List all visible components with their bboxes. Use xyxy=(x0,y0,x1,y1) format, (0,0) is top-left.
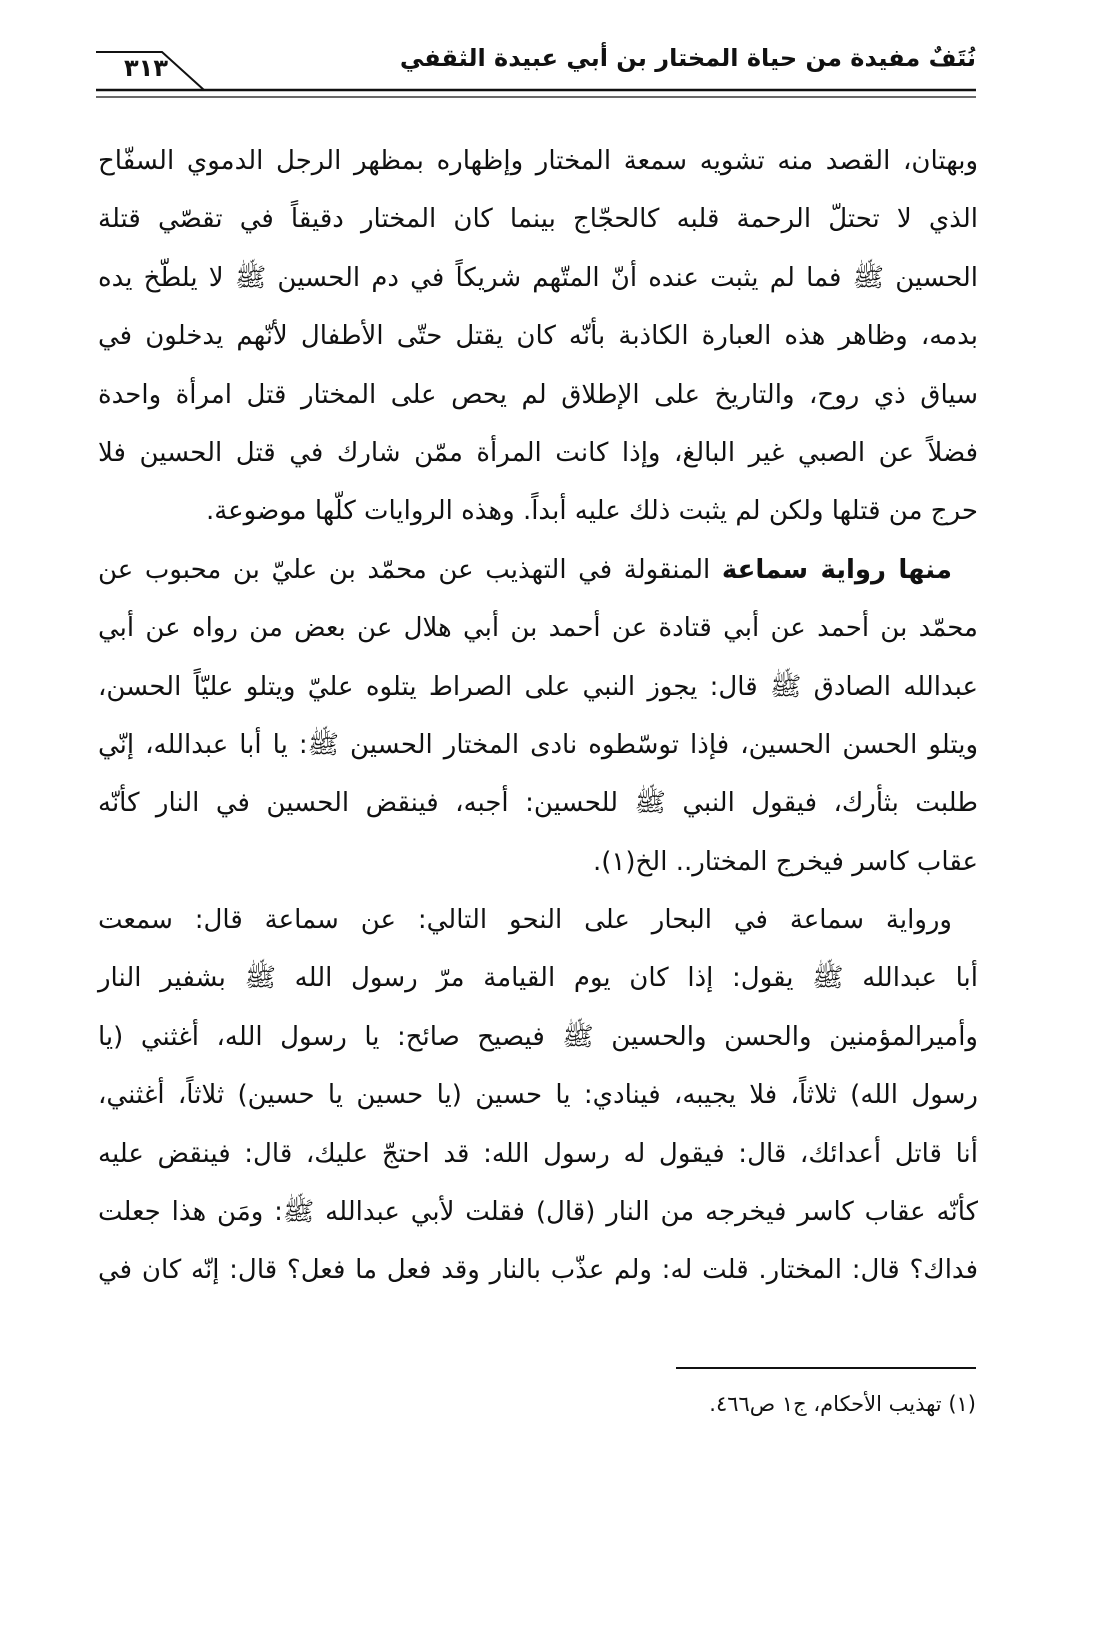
text-line: ورواية سماعة في البحار على النحو التالي: عن سماعة قال: سمعت xyxy=(98,905,952,936)
text-line: فضلاً عن الصبي غير البالغ، وإذا كانت المرأة ممّن شارك في قتل الحسين فلا xyxy=(98,437,978,468)
text-line xyxy=(98,541,978,599)
main-text xyxy=(98,132,978,1300)
text-line: أنا قاتل أعدائك، قال: فيقول له رسول الله: قد احتجّ عليك، قال: فينقض عليه xyxy=(98,1138,978,1169)
paragraph xyxy=(98,541,978,891)
text-line: وأميرالمؤمنين والحسن والحسين ﷺ فيصيح صائح: يا رسول الله، أغثني (يا xyxy=(98,1021,978,1052)
text-line: ويتلو الحسن الحسين، فإذا توسّطوه نادى المختار الحسين ﷺ: يا أبا عبدالله، إنّي xyxy=(98,729,978,760)
text-line: طلبت بثأرك، فيقول النبي ﷺ للحسين: أجبه، فينقض الحسين في النار كأنّه xyxy=(98,788,978,819)
text-line: رسول الله) ثلاثاً، فلا يجيبه، فينادي: يا حسين (يا حسين يا حسين) ثلاثاً، أغثني، xyxy=(98,1080,978,1111)
paragraph xyxy=(98,891,978,1300)
text-line: الحسين ﷺ فما لم يثبت عنده أنّ المتّهم شريكاً في دم الحسين ﷺ لا يلطّخ يده xyxy=(98,262,978,293)
text-line: بدمه، وظاهر هذه العبارة الكاذبة بأنّه كان يقتل حتّى الأطفال لأنّهم يدخلون في xyxy=(98,321,978,352)
text-line: الذي لا تحتلّ الرحمة قلبه كالحجّاج بينما كان المختار دقيقاً في تقصّي قتلة xyxy=(98,204,978,235)
text-line: كأنّه عقاب كاسر فيخرجه من النار (قال) فقلت لأبي عبدالله ﷺ: ومَن هذا جعلت xyxy=(98,1197,978,1228)
footnote-separator xyxy=(676,1367,976,1369)
footnote: (١) تهذيب الأحكام، ج١ ص٤٦٦. xyxy=(709,1392,976,1416)
page-header xyxy=(96,40,976,110)
text-line: حرج من قتلها ولكن لم يثبت ذلك عليه أبداً. وهذه الروايات كلّها موضوعة. xyxy=(205,496,978,527)
running-header-title: نُتَفٌ مفيدة من حياة المختار بن أبي عبيدة الثقفي xyxy=(399,44,976,72)
text-line: عبدالله الصادق ﷺ قال: يجوز النبي على الصراط يتلوه عليّ ويتلو عليّاً الحسن، xyxy=(98,671,978,702)
text-line: محمّد بن أحمد عن أبي قتادة عن أحمد بن أبي هلال عن بعض من رواه عن أبي xyxy=(98,613,978,644)
page-number: ٣١٣ xyxy=(124,54,168,82)
text-line: وبهتان، القصد منه تشويه سمعة المختار وإظهاره بمظهر الرجل الدموي السفّاح xyxy=(98,146,978,176)
paragraph xyxy=(98,132,978,541)
text-line-rest: المنقولة في التهذيب عن محمّد بن عليّ بن محبوب عن xyxy=(98,554,722,585)
text-line: عقاب كاسر فيخرج المختار.. الخ(١). xyxy=(592,846,978,877)
text-line: أبا عبدالله ﷺ يقول: إذا كان يوم القيامة مرّ رسول الله ﷺ بشفير النار xyxy=(98,963,978,994)
text-line: فداك؟ قال: المختار. قلت له: ولم عذّب بالنار وقد فعل ما فعل؟ قال: إنّه كان في xyxy=(98,1255,978,1286)
text-line: سياق ذي روح، والتاريخ على الإطلاق لم يحص على المختار قتل امرأة واحدة xyxy=(98,379,978,410)
bold-lead: منها رواية سماعة xyxy=(721,554,952,585)
